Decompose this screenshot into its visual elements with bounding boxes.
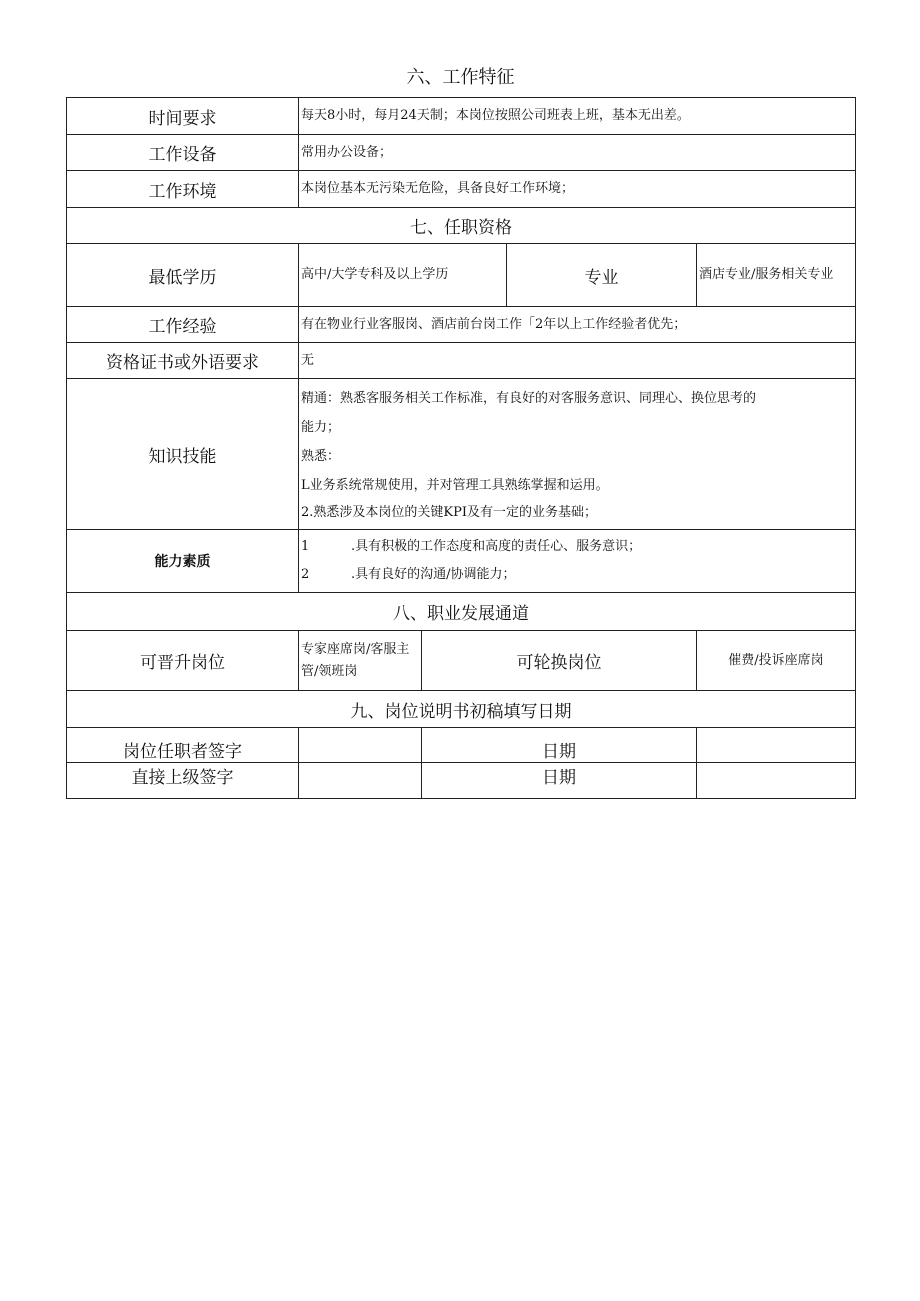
skills-line: 精通：熟悉客服务相关工作标准，有良好的对客服务意识、同理心、换位思考的 [301,391,757,406]
major-value: 酒店专业/服务相关专业 [697,244,856,307]
ability-label: 能力素质 [67,530,299,593]
table-row [67,244,856,307]
ability-item [301,561,853,589]
ability-value [299,530,856,593]
table-row [67,307,856,343]
ability-item-number: 2 [301,567,310,582]
rotation-label: 可轮换岗位 [422,631,697,691]
table-row [67,171,856,208]
table-row [67,631,856,691]
table-row [67,343,856,379]
time-requirement-label: 时间要求 [67,98,299,135]
section-title-qualifications: 七、任职资格 [67,208,856,244]
ability-item-text: .具有积极的工作态度和高度的责任心、服务意识； [351,539,642,554]
certificate-value: 无 [299,343,856,379]
table-row [67,763,856,799]
work-environment-label: 工作环境 [67,171,299,208]
skills-line: 熟悉： [301,449,341,464]
promotion-label: 可晋升岗位 [67,631,299,691]
ability-item-text: .具有良好的沟通/协调能力； [351,567,516,582]
table-row [67,379,856,530]
incumbent-date-field[interactable] [697,728,856,763]
section-title-draft-date: 九、岗位说明书初稿填写日期 [67,691,856,728]
work-equipment-label: 工作设备 [67,135,299,171]
skills-value [299,379,856,530]
table-row [67,208,856,244]
promotion-value: 专家座席岗/客服主管/领班岗 [299,631,422,691]
education-value: 高中/大学专科及以上学历 [299,244,507,307]
table-row [67,135,856,171]
skills-label: 知识技能 [67,379,299,530]
section-title-work-features: 六、工作特征 [406,67,515,88]
skills-line: L业务系统常规使用，并对管理工具熟练掌握和运用。 [301,478,609,493]
certificate-label: 资格证书或外语要求 [67,343,299,379]
table-row [67,530,856,593]
supervisor-date-label: 日期 [422,763,697,799]
ability-item [301,533,853,561]
education-label: 最低学历 [67,244,299,307]
work-equipment-value: 常用办公设备； [299,135,856,171]
time-requirement-value: 每天8小时，每月24天制；本岗位按照公司班表上班，基本无出差。 [299,98,856,135]
experience-label: 工作经验 [67,307,299,343]
table-row [67,593,856,631]
table-row [67,691,856,728]
ability-item-number: 1 [301,539,310,554]
supervisor-date-field[interactable] [697,763,856,799]
skills-line: 2.熟悉涉及本岗位的关键KPI及有一定的业务基础； [301,505,597,520]
table-row [67,98,856,135]
supervisor-signature-label: 直接上级签字 [67,763,299,799]
table-row [67,728,856,763]
experience-value: 有在物业行业客服岗、酒店前台岗工作「2年以上工作经验者优先； [299,307,856,343]
section-title-career-path: 八、职业发展通道 [67,593,856,631]
incumbent-signature-label: 岗位任职者签字 [67,728,299,763]
incumbent-signature-field[interactable] [299,728,422,763]
major-label: 专业 [507,244,697,307]
work-environment-value: 本岗位基本无污染无危险，具备良好工作环境； [299,171,856,208]
skills-line: 能力； [301,420,341,435]
incumbent-date-label: 日期 [422,728,697,763]
supervisor-signature-field[interactable] [299,763,422,799]
rotation-value: 催费/投诉座席岗 [697,631,856,691]
job-description-table [66,97,856,799]
